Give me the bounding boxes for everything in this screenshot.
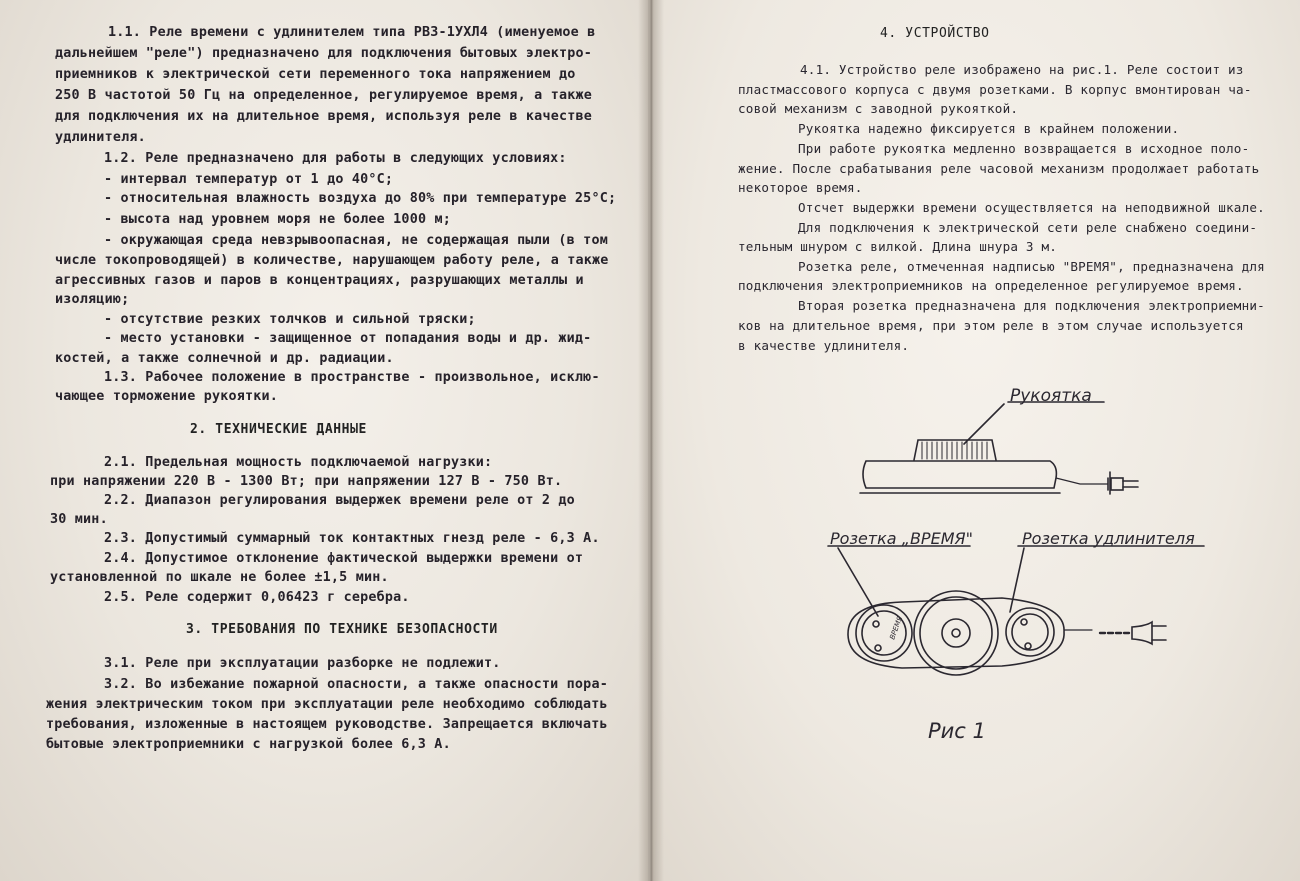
section-2-heading: 2. ТЕХНИЧЕСКИЕ ДАННЫЕ — [190, 422, 367, 437]
text-line: Для подключения к электрической сети реле снабжено соедини- — [798, 220, 1258, 235]
page-fold — [638, 0, 664, 881]
text-line: требования, изложенные в настоящем руководстве. Запрещается включать — [46, 717, 608, 732]
text-line: 1.3. Рабочее положение в пространстве - произвольное, исклю- — [104, 370, 600, 385]
text-line: 2.4. Допустимое отклонение фактической выдержки времени от — [104, 551, 584, 566]
text-line: - интервал температур от 1 до 40°С; — [104, 172, 394, 187]
label-handle: Рукоятка — [1010, 386, 1092, 406]
text-line: 250 В частотой 50 Гц на определенное, регулируемое время, а также — [55, 88, 593, 103]
text-line: совой механизм с заводной рукояткой. — [738, 101, 1019, 116]
text-line: жения электрическим током при эксплуатации реле необходимо соблюдать — [46, 697, 608, 712]
text-line: некоторое время. — [738, 180, 863, 195]
text-line: 1.1. Реле времени с удлинителем типа РВЗ-1УХЛ4 (именуемое в — [108, 25, 596, 40]
text-line: При работе рукоятка медленно возвращается в исходное поло- — [798, 141, 1250, 156]
text-line: 4.1. Устройство реле изображено на рис.1. Реле состоит из — [800, 62, 1244, 77]
text-line: в качестве удлинителя. — [738, 338, 910, 353]
text-line: - высота над уровнем моря не более 1000 м; — [104, 212, 451, 227]
text-line: бытовые электроприемники с нагрузкой более 6,3 А. — [46, 737, 451, 752]
figure-1-drawing — [652, 0, 1300, 881]
left-page — [0, 0, 648, 881]
text-line: числе токопроводящей) в количестве, нарушающем работу реле, а также — [55, 253, 609, 268]
text-line: агрессивных газов и паров в концентрациях, разрушающих металлы и — [55, 273, 584, 288]
text-line: Отсчет выдержки времени осуществляется на неподвижной шкале. — [798, 200, 1265, 215]
text-line: приемников к электрической сети переменного тока напряжением до — [55, 67, 576, 82]
text-line: 3.2. Во избежание пожарной опасности, а также опасности пора- — [104, 677, 608, 692]
text-line: удлинителя. — [55, 130, 146, 145]
text-line: установленной по шкале не более ±1,5 мин. — [50, 570, 389, 585]
text-line: - окружающая среда невзрывоопасная, не содержащая пыли (в том — [104, 233, 608, 248]
label-extension-socket: Розетка удлинителя — [1022, 529, 1195, 548]
socket-time-mark: ВРЕМЯ — [888, 615, 905, 641]
text-line: костей, а также солнечной и др. радиации. — [55, 351, 394, 366]
text-line: чающее торможение рукоятки. — [55, 389, 279, 404]
text-line: - место установки - защищенное от попадания воды и др. жид- — [104, 331, 592, 346]
text-line: тельным шнуром с вилкой. Длина шнура 3 м. — [738, 239, 1058, 254]
text-line: для подключения их на длительное время, используя реле в качестве — [55, 109, 593, 124]
text-line: 3.1. Реле при эксплуатации разборке не подлежит. — [104, 656, 501, 671]
text-line: Розетка реле, отмеченная надписью "ВРЕМЯ", предназначена для — [798, 259, 1265, 274]
text-line: пластмассового корпуса с двумя розетками. В корпус вмонтирован ча- — [738, 82, 1252, 97]
figure-caption: Рис 1 — [928, 719, 986, 743]
text-line: дальнейшем "реле") предназначено для подключения бытовых электро- — [55, 46, 593, 61]
label-time-socket: Розетка „ВРЕМЯ" — [830, 529, 973, 548]
text-line: 2.3. Допустимый суммарный ток контактных гнезд реле - 6,3 А. — [104, 531, 600, 546]
text-line: изоляцию; — [55, 292, 130, 307]
text-line: - относительная влажность воздуха до 80% при температуре 25°С; — [104, 191, 617, 206]
text-line: - отсутствие резких толчков и сильной тряски; — [104, 312, 476, 327]
section-4-heading: 4. УСТРОЙСТВО — [880, 26, 990, 41]
text-line: жение. После срабатывания реле часовой механизм продолжает работать — [738, 161, 1260, 176]
right-page — [652, 0, 1300, 881]
text-line: подключения электроприемников на определенное регулируемое время. — [738, 278, 1244, 293]
text-line: Вторая розетка предназначена для подключения электроприемни- — [798, 298, 1265, 313]
text-line: при напряжении 220 В - 1300 Вт; при напряжении 127 В - 750 Вт. — [50, 474, 563, 489]
text-line: 2.1. Предельная мощность подключаемой нагрузки: — [104, 455, 493, 470]
text-line: 1.2. Реле предназначено для работы в следующих условиях: — [104, 151, 567, 166]
text-line: Рукоятка надежно фиксируется в крайнем положении. — [798, 121, 1180, 136]
text-line: 2.5. Реле содержит 0,06423 г серебра. — [104, 590, 410, 605]
text-line: 2.2. Диапазон регулирования выдержек времени реле от 2 до — [104, 493, 575, 508]
section-3-heading: 3. ТРЕБОВАНИЯ ПО ТЕХНИКЕ БЕЗОПАСНОСТИ — [186, 622, 498, 637]
text-line: ков на длительное время, при этом реле в этом случае используется — [738, 318, 1244, 333]
text-line: 30 мин. — [50, 512, 108, 527]
